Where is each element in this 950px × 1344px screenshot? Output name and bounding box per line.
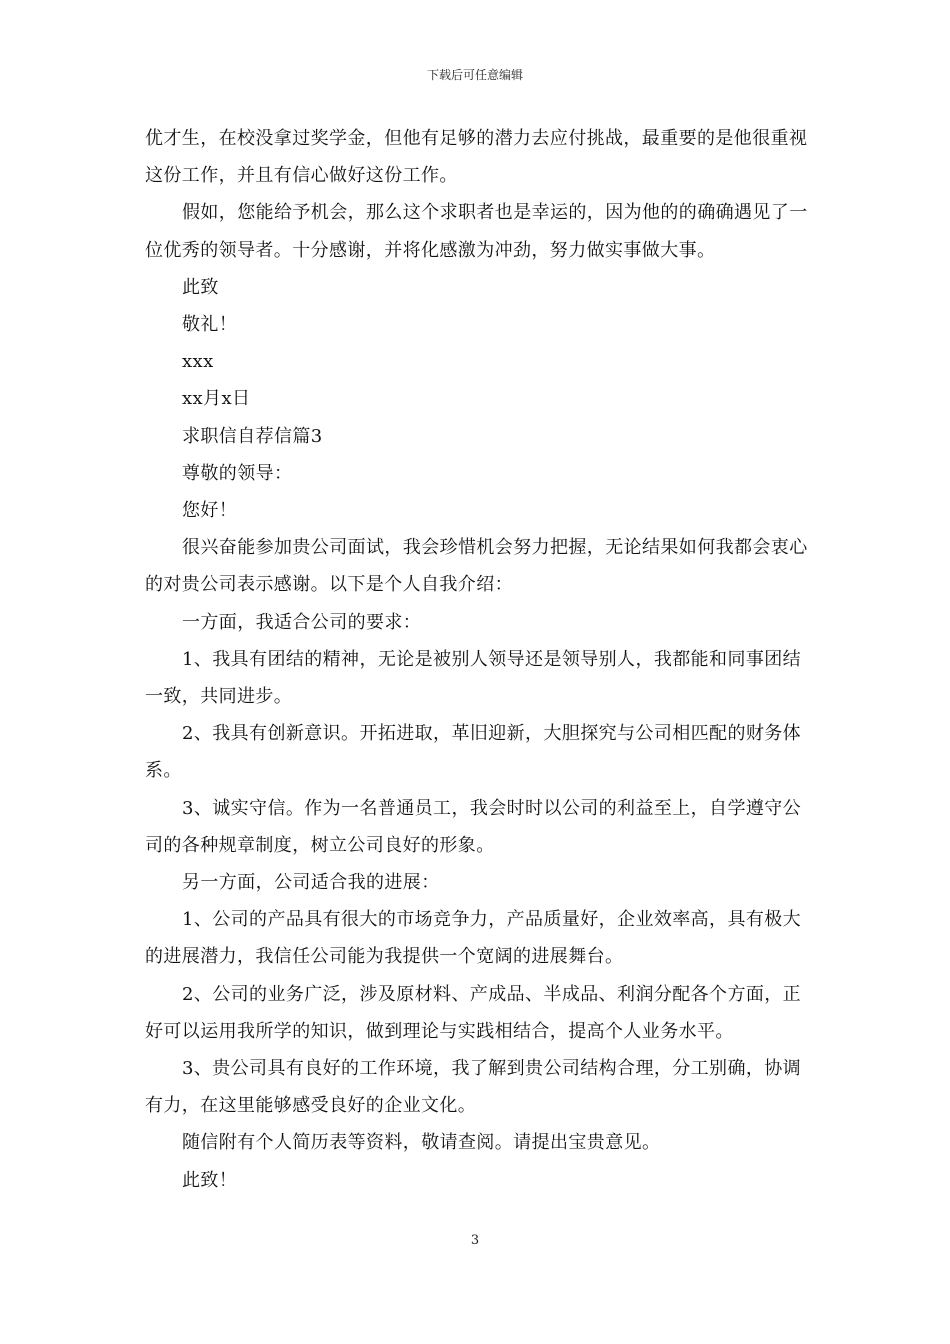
list-item: 2、公司的业务广泛，涉及原材料、产成品、半成品、利润分配各个方面，正好可以运用我所学的知识，做到理论与实践相结合，提高个人业务水平。: [145, 983, 802, 1042]
list-item: 3、诚实守信。作为一名普通员工，我会时时以公司的利益至上，自学遵守公司的各种规章制度，树立公司良好的形象。: [145, 797, 802, 856]
paragraph: 随信附有个人简历表等资料，敬请查阅。请提出宝贵意见。: [182, 1132, 661, 1154]
paragraph: 假如，您能给予机会，那么这个求职者也是幸运的，因为他的的确确遇见了一位优秀的领导者。十分感谢，并将化感激为冲劲，努力做实事做大事。: [145, 202, 808, 261]
paragraph: 另一方面，公司适合我的进展：: [182, 872, 440, 894]
greeting-hello: 您好！: [182, 500, 238, 522]
header-note: 下载后可任意编辑: [426, 68, 523, 82]
signature-name: xxx: [182, 351, 214, 373]
letter-body: [145, 120, 810, 1199]
paragraph: 很兴奋能参加贵公司面试，我会珍惜机会努力把握，无论结果如何我都会衷心的对贵公司表示感谢。以下是个人自我介绍：: [145, 537, 808, 596]
paragraph: 优才生，在校没拿过奖学金，但他有足够的潜力去应付挑战，最重要的是他很重视这份工作，并且有信心做好这份工作。: [145, 128, 808, 187]
closing-salutation: 此致！: [182, 1169, 238, 1191]
list-item: 3、贵公司具有良好的工作环境，我了解到贵公司结构合理，分工别确，协调有力，在这里能够感受良好的企业文化。: [145, 1058, 802, 1117]
page-number: 3: [470, 1233, 480, 1248]
list-item: 1、我具有团结的精神，无论是被别人领导还是领导别人，我都能和同事团结一致，共同进步。: [145, 648, 802, 708]
list-item: 1、公司的产品具有很大的市场竞争力，产品质量好，企业效率高，具有极大的进展潜力，我信任公司能为我提供一个宽阔的进展舞台。: [145, 909, 802, 968]
signature-date: xx月x日: [182, 388, 251, 410]
section-title: 求职信自荐信篇3: [182, 425, 323, 447]
greeting: 尊敬的领导：: [182, 462, 293, 484]
list-item: 2、我具有创新意识。开拓进取，革旧迎新，大胆探究与公司相匹配的财务体系。: [145, 723, 802, 782]
closing-regards: 敬礼！: [182, 314, 238, 336]
paragraph: 一方面，我适合公司的要求：: [182, 611, 422, 633]
closing-salutation: 此致: [182, 276, 219, 298]
